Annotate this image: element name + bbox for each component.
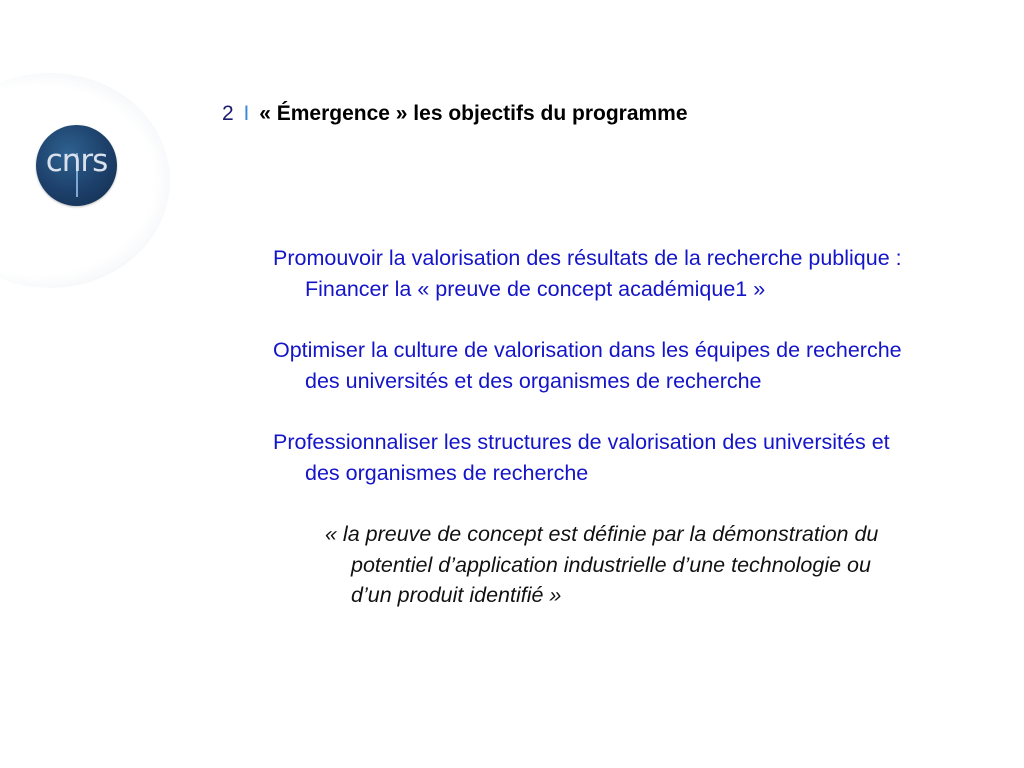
- slide-title: [222, 102, 688, 126]
- slide-content: [273, 243, 923, 611]
- logo-text: cnrs: [45, 143, 108, 179]
- paragraph-1: Promouvoir la valorisation des résultats de la recherche publique : Financer la « preuve de concept académique1 »: [273, 246, 902, 301]
- slide-number: 2: [222, 102, 234, 125]
- cnrs-logo: [36, 125, 117, 206]
- title-separator: I: [243, 102, 250, 125]
- paragraph-2: Optimiser la culture de valorisation dans les équipes de recherche des universités et des organismes de recherche: [273, 338, 902, 393]
- definition-quote: « la preuve de concept est définie par la démonstration du potentiel d’application industrielle d’une technologie ou d’un produit identifié »: [325, 522, 879, 607]
- paragraph-3: Professionnaliser les structures de valorisation des universités et des organismes de recherche: [273, 430, 890, 485]
- title-text: « Émergence » les objectifs du programme: [259, 102, 688, 125]
